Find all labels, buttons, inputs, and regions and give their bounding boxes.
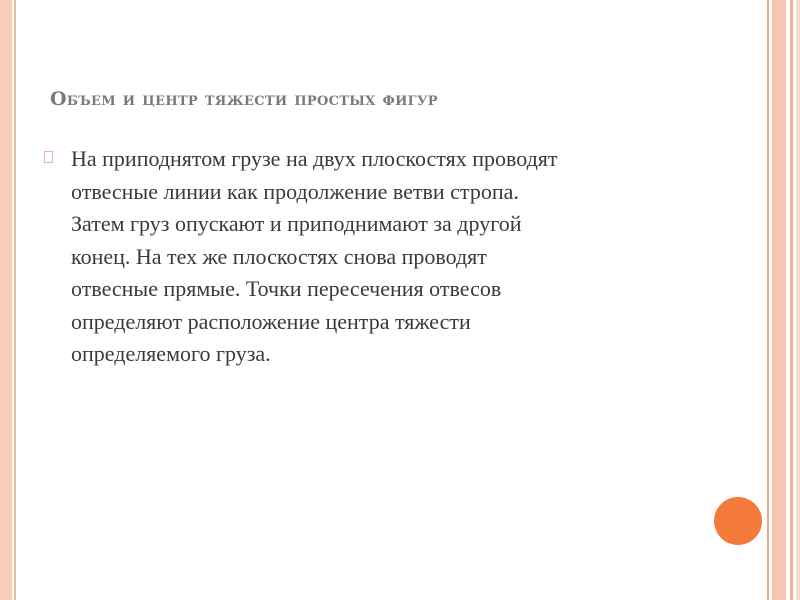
slide-title: Объем и центр тяжести простых фигур (50, 88, 438, 110)
right-border-stripe (767, 0, 769, 600)
accent-circle (714, 497, 762, 545)
bullet-text: На приподнятом грузе на двух плоскостях проводят отвесные линии как продолжение ветви стропа. Затем груз опускают и приподнимают за другой конец. На тех же плоскостях снова проводят отвесные прямые. Точки пересечения отвесов определяют расположение центра тяжести определяемого груза. (71, 146, 558, 366)
left-border-line (14, 0, 16, 600)
right-border-stripe (796, 0, 800, 600)
bullet-icon (44, 151, 53, 163)
left-border-decoration (0, 0, 12, 600)
right-border-stripe (790, 0, 793, 600)
right-border-stripe (772, 0, 786, 600)
